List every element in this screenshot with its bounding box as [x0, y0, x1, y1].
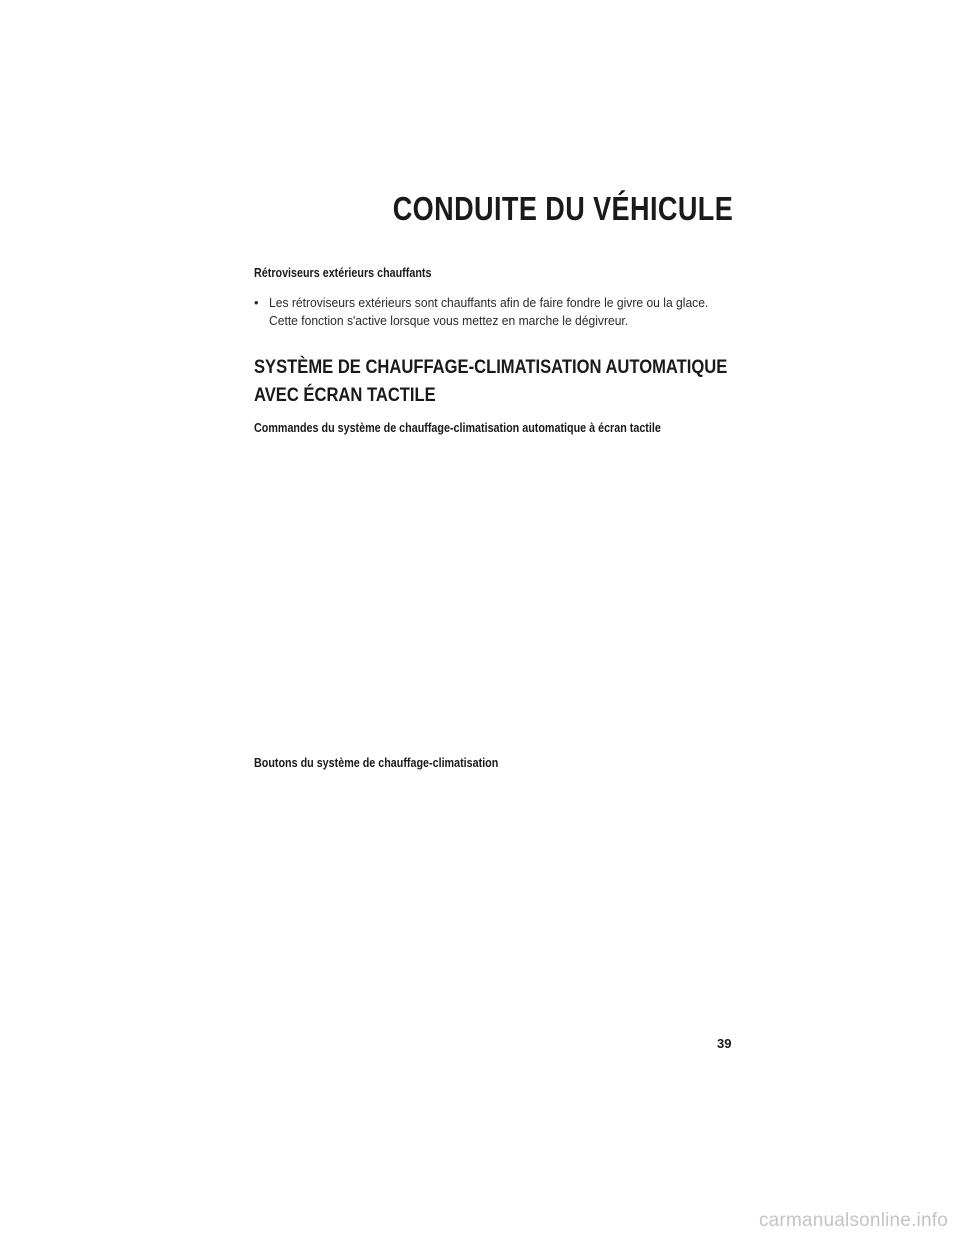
mirrors-subheading: Rétroviseurs extérieurs chauffants — [254, 266, 432, 280]
page-content — [254, 266, 744, 765]
page-header-title: CONDUITE DU VÉHICULE — [392, 190, 733, 227]
site-watermark: carmanualsonline.info — [758, 1210, 948, 1231]
climate-heading-line-1: SYSTÈME DE CHAUFFAGE-CLIMATISATION AUTOMATIQUE — [254, 356, 728, 378]
climate-controls-figure-area — [254, 435, 744, 765]
page-number: 39 — [717, 1036, 732, 1051]
climate-section-heading — [254, 353, 728, 409]
climate-controls-subheading: Commandes du système de chauffage-climatisation automatique à écran tactile — [254, 421, 661, 435]
mirrors-bullet-item — [254, 294, 744, 329]
mirrors-bullet-text: Les rétroviseurs extérieurs sont chauffants afin de faire fondre le givre ou la glace. Cette fonction s'active lorsque vous mettez en marche le dégivreur. — [269, 295, 709, 328]
bullet-icon: • — [254, 295, 259, 310]
climate-heading-line-2: AVEC ÉCRAN TACTILE — [254, 384, 436, 406]
climate-buttons-subheading: Boutons du système de chauffage-climatisation — [254, 756, 499, 770]
